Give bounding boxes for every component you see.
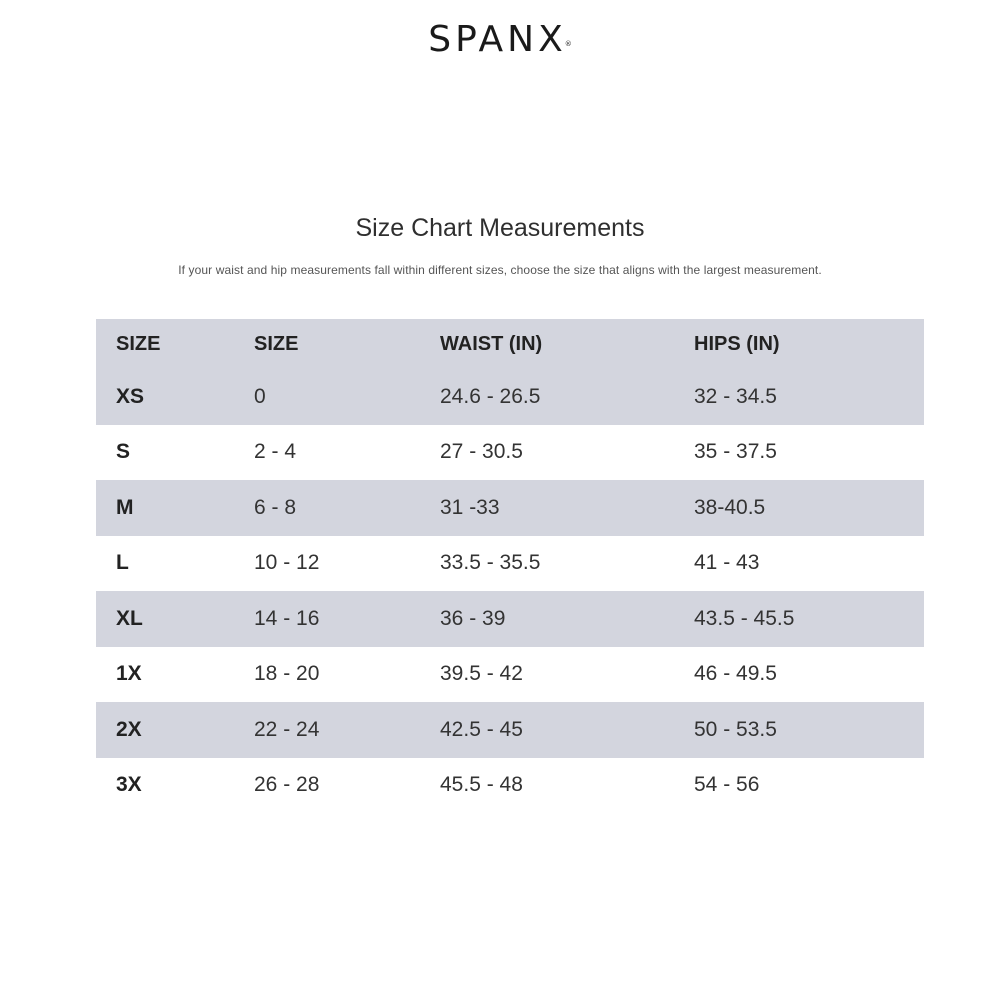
hips-cell: 50 - 53.5: [694, 717, 777, 741]
trademark-symbol: ®: [564, 40, 572, 48]
waist-cell: 31 -33: [440, 495, 500, 519]
page-title: Size Chart Measurements: [355, 214, 645, 242]
size-letter-cell: S: [116, 440, 131, 464]
size-number-cell: 18 - 20: [254, 662, 320, 686]
size-number-cell: 26 - 28: [254, 773, 320, 797]
waist-cell: 24.6 - 26.5: [440, 384, 541, 408]
hips-cell: 35 - 37.5: [694, 440, 777, 464]
hips-cell: 54 - 56: [694, 773, 760, 797]
table-row: [96, 591, 924, 647]
waist-cell: 39.5 - 42: [440, 662, 523, 686]
size-letter-cell: M: [116, 495, 134, 519]
column-header-hips: HIPS (IN): [694, 332, 780, 355]
size-number-cell: 22 - 24: [254, 717, 320, 741]
table-row: [96, 369, 924, 425]
waist-cell: 33.5 - 35.5: [440, 551, 541, 575]
hips-cell: 32 - 34.5: [694, 384, 777, 408]
size-letter-cell: 1X: [116, 662, 142, 686]
brand-logo-text: SPANX: [428, 19, 567, 60]
hips-cell: 41 - 43: [694, 551, 760, 575]
hips-cell: 43.5 - 45.5: [694, 606, 795, 630]
table-row: [96, 480, 924, 536]
table-row: [96, 647, 924, 703]
size-number-cell: 10 - 12: [254, 551, 320, 575]
column-header-waist: WAIST (IN): [440, 332, 543, 355]
size-number-cell: 2 - 4: [254, 440, 297, 464]
waist-cell: 36 - 39: [440, 606, 506, 630]
column-header-size-number: SIZE: [254, 332, 299, 355]
waist-cell: 42.5 - 45: [440, 717, 523, 741]
brand-logo: [0, 18, 1000, 62]
table-row: [96, 758, 924, 814]
table-header-row: [96, 319, 924, 369]
waist-cell: 27 - 30.5: [440, 440, 523, 464]
size-letter-cell: L: [116, 551, 129, 575]
hips-cell: 46 - 49.5: [694, 662, 777, 686]
size-letter-cell: 2X: [116, 717, 142, 741]
table-row: [96, 702, 924, 758]
table-row: [96, 425, 924, 481]
hips-cell: 38-40.5: [694, 495, 766, 519]
size-guidance-note: If your waist and hip measurements fall within different sizes, choose the size that aligns with the largest measurement.: [178, 263, 822, 277]
column-header-size-letter: SIZE: [116, 332, 161, 355]
size-letter-cell: XS: [116, 384, 145, 408]
table-row: [96, 536, 924, 592]
size-chart-table: [96, 319, 924, 813]
size-letter-cell: 3X: [116, 773, 142, 797]
size-number-cell: 14 - 16: [254, 606, 320, 630]
size-number-cell: 0: [254, 384, 266, 408]
waist-cell: 45.5 - 48: [440, 773, 523, 797]
size-letter-cell: XL: [116, 606, 143, 630]
size-number-cell: 6 - 8: [254, 495, 297, 519]
